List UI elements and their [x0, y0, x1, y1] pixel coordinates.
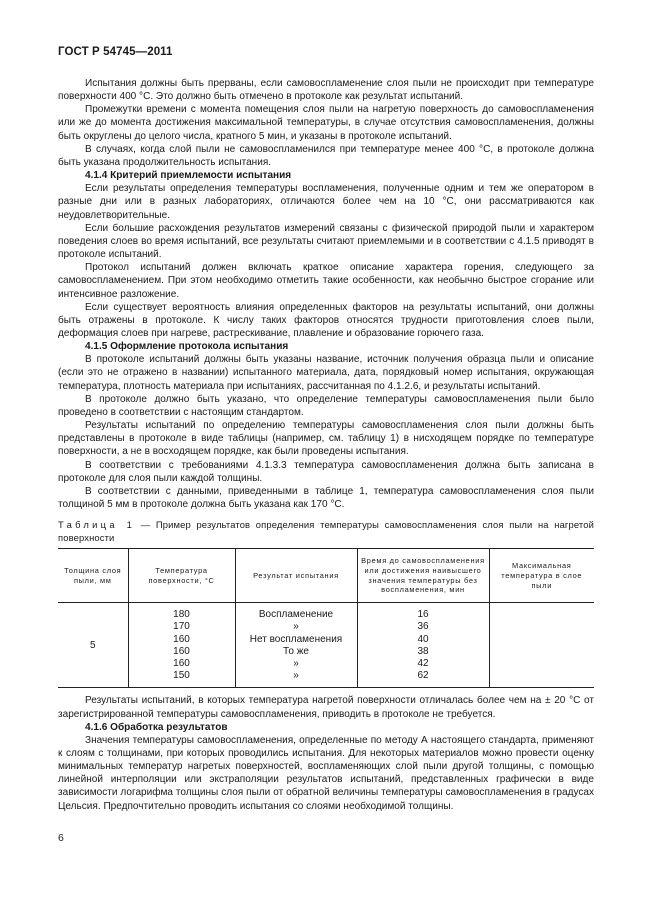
paragraph: Результаты испытаний, в которых температура нагретой поверхности отличалась более чем на ± 20 °С от зарегистрированной температуры самовоспламенения, приводить в протоколе не требуется. [58, 695, 594, 720]
paragraph: Значения температуры самовоспламенения, определенные по методу А настоящего стандарта, применяют к слоям с толщинами, при которых проводились испытания. Для некоторых материалов можно провести оценку минимальных температур нагретых поверхностей, воспламеняющих слой пыли другой толщины, с помощью линейной интерполяции или экстраполяции результатов испытаний, представленных графически в виде зависимости логарифма толщины слоя пыли от обратной величины температуры самовоспламенения в градусах Цельсия. Предпочтительно проводить испытания со слоями необходимой толщины. [58, 734, 594, 812]
result-value: То же [283, 645, 309, 657]
document-header: ГОСТ Р 54745—2011 [58, 46, 173, 58]
temperature-value: 170 [173, 621, 190, 633]
header-max-temperature: Максимальная температура в слое пыли [489, 549, 594, 603]
result-value: Воспламенение [258, 609, 334, 621]
paragraph: Если большие расхождения результатов измерений связаны с физической природой пыли и характером поведения слоев во время испытаний, все результаты считают приемлемыми и в соответствии с 4.1.5 приводят в протоколе испытаний. [58, 222, 594, 261]
temperature-value: 160 [173, 645, 190, 657]
result-value: Нет воспламенения [249, 633, 343, 645]
paragraph: Если существует вероятность влияния определенных факторов на результаты испытаний, они должны быть отражены в протоколе. К числу таких факторов относятся трудности приготовления слоев пыли, деформация слоев при нагреве, растрескивание, плавление и образование горючего газа. [58, 301, 594, 339]
paragraph: Промежутки времени с момента помещения слоя пыли на нагретую поверхность до самовоспламенения или же до момента достижения максимальной температуры, в случае отсутствия самовоспламенения, должны быть округлены до целого числа, кратного 5 мин, и указаны в протоколе испытаний. [58, 104, 594, 142]
page-number: 6 [58, 832, 64, 844]
paragraph: В протоколе должно быть указано, что определение температуры самовоспламенения пыли было проведено в соответствии с настоящим стандартом. [58, 393, 594, 418]
cell-temperatures [128, 603, 235, 688]
header-thickness: Толщина слоя пыли, мм [58, 549, 128, 603]
page-content [58, 77, 594, 813]
section-heading-4-1-4: 4.1.4 Критерий приемлемости испытания [85, 170, 292, 182]
paragraph: Результаты испытаний по определению температуры самовоспламенения слоя пыли должны быть представлены в протоколе в виде таблицы (например, см. таблицу 1) в нисходящем порядке по температуре поверхности, а не в восходящем порядке, как были проведены испытания. [58, 420, 594, 458]
time-value: 38 [417, 645, 429, 657]
header-temperature: Температура поверхности, °С [128, 549, 235, 603]
time-value: 16 [417, 609, 429, 621]
paragraph: В соответствии с требованиями 4.1.3.3 температура самовоспламенения должна быть записана в протоколе для слоя пыли каждой толщины. [58, 459, 594, 484]
paragraph: В случаях, когда слой пыли не самовоспламенился при температуре менее 400 °С, в протоколе должна быть указана продолжительность испытания. [58, 143, 594, 168]
paragraph: Испытания должны быть прерваны, если самовоспламенение слоя пыли не происходит при температуре поверхности 400 °С. Это должно быть отмечено в протоколе как результат испытаний. [58, 78, 594, 103]
cell-results [235, 603, 357, 688]
header-time: Время до самовоспламенения или достижения наивысшего значения температуры без воспламенения, мин [357, 549, 489, 603]
temperature-value: 160 [173, 657, 190, 669]
time-value: 40 [417, 633, 429, 645]
cell-times [357, 603, 489, 688]
paragraph: В соответствии с данными, приведенными в таблице 1, температура самовоспламенения слоя пыли толщиной 5 мм в протоколе должна быть указана как 170 °С. [58, 485, 594, 510]
paragraph: Если результаты определения температуры воспламенения, полученные одним и тем же оператором в разные дни или в разных лабораториях, отличаются более чем на 10 °С, они рассматриваются как неудовлетворительные. [58, 183, 594, 221]
result-value: » [293, 670, 299, 682]
cell-thickness: 5 [58, 603, 128, 688]
table-row [58, 603, 594, 688]
result-value: » [293, 657, 299, 669]
temperature-value: 150 [173, 670, 190, 682]
paragraph: В протоколе испытаний должны быть указаны название, источник получения образца пыли и описание (если это не отражено в названии) испытанного материала, дата, порядковый номер испытания, окружающая температура, плотность материала при испытаниях, рассчитанная по 4.1.2.6, и результаты испытаний. [58, 354, 594, 392]
section-heading-4-1-6: 4.1.6 Обработка результатов [85, 721, 228, 733]
table-caption [58, 519, 594, 544]
time-value: 36 [417, 621, 429, 633]
time-value: 42 [417, 657, 429, 669]
table-caption-label: Таблица 1 [58, 519, 136, 531]
temperature-value: 160 [173, 633, 190, 645]
cell-max-temperature [489, 603, 594, 688]
result-value: » [293, 621, 299, 633]
paragraph: Протокол испытаний должен включать краткое описание характера горения, следующего за самовоспламенением. При этом необходимо отметить такие особенности, как необычно быстрое сгорание или интенсивное разложение. [58, 262, 594, 300]
header-result: Результат испытания [235, 549, 357, 603]
temperature-value: 180 [173, 609, 190, 621]
table-header-row [58, 549, 594, 603]
table-caption-text: — Пример результатов определения температуры самовоспламенения слоя пыли на нагретой поверхности [58, 519, 595, 543]
results-table [58, 548, 594, 688]
time-value: 62 [417, 670, 429, 682]
section-heading-4-1-5: 4.1.5 Оформление протокола испытания [85, 341, 289, 353]
